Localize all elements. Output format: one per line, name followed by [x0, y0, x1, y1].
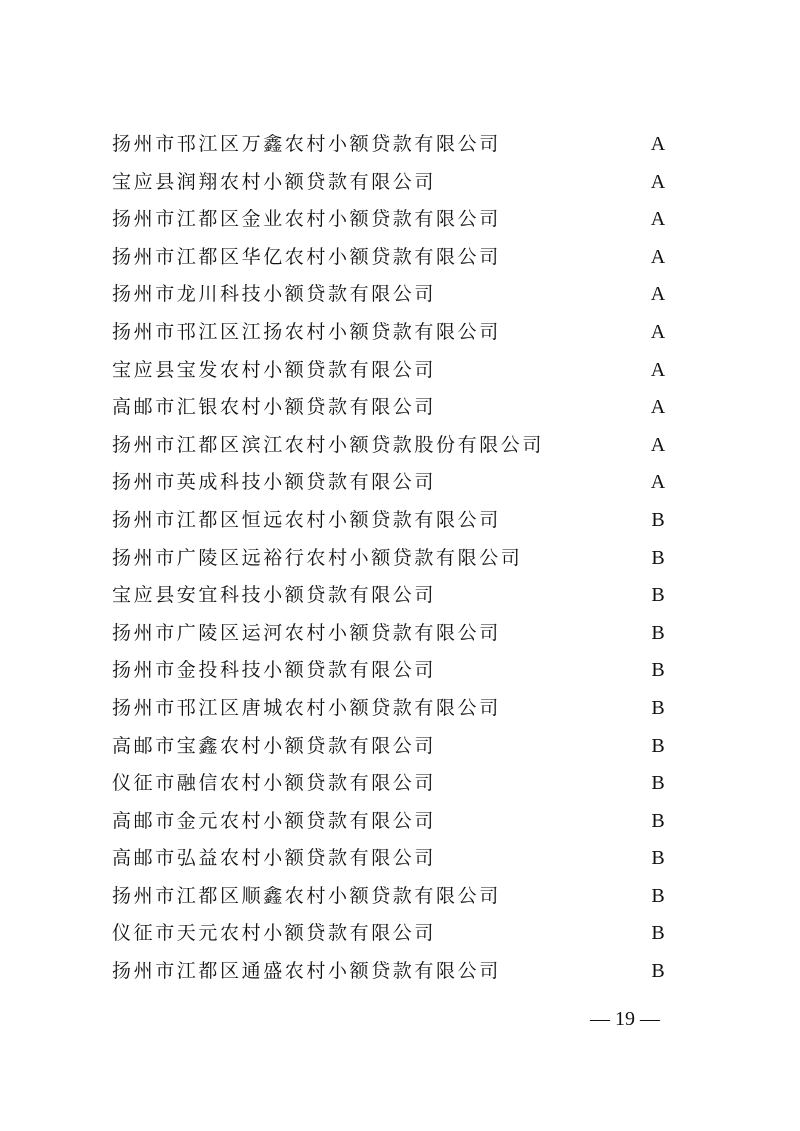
- rating-grade: A: [650, 245, 666, 268]
- list-item: [112, 728, 672, 766]
- company-name: 扬州市江都区金业农村小额贷款有限公司: [112, 208, 501, 231]
- rating-grade: B: [651, 621, 665, 644]
- list-item: [112, 577, 672, 615]
- list-item: [112, 915, 672, 953]
- rating-grade: B: [651, 734, 665, 757]
- list-item: [112, 540, 672, 578]
- rating-grade: B: [651, 922, 665, 945]
- company-name: 仪征市天元农村小额贷款有限公司: [112, 922, 437, 945]
- list-item: [112, 276, 672, 314]
- company-name: 扬州市英成科技小额贷款有限公司: [112, 471, 437, 494]
- list-item: [112, 126, 672, 164]
- rating-grade: A: [650, 433, 666, 456]
- company-name: 扬州市江都区滨江农村小额贷款股份有限公司: [112, 433, 545, 456]
- list-item: [112, 464, 672, 502]
- company-name: 扬州市江都区华亿农村小额贷款有限公司: [112, 245, 501, 268]
- company-name: 扬州市邗江区唐城农村小额贷款有限公司: [112, 696, 501, 719]
- list-item: [112, 615, 672, 653]
- rating-grade: B: [651, 960, 665, 983]
- company-rating-list: [112, 126, 672, 991]
- company-name: 扬州市江都区恒远农村小额贷款有限公司: [112, 508, 501, 531]
- company-name: 仪征市融信农村小额贷款有限公司: [112, 772, 437, 795]
- rating-grade: A: [650, 208, 666, 231]
- rating-grade: A: [650, 358, 666, 381]
- company-name: 扬州市广陵区远裕行农村小额贷款有限公司: [112, 546, 523, 569]
- company-name: 高邮市宝鑫农村小额贷款有限公司: [112, 734, 437, 757]
- rating-grade: B: [651, 809, 665, 832]
- company-name: 扬州市邗江区江扬农村小额贷款有限公司: [112, 320, 501, 343]
- rating-grade: B: [651, 772, 665, 795]
- company-name: 扬州市邗江区万鑫农村小额贷款有限公司: [112, 133, 501, 155]
- list-item: [112, 314, 672, 352]
- list-item: [112, 953, 672, 991]
- list-item: [112, 765, 672, 803]
- list-item: [112, 389, 672, 427]
- company-name: 宝应县安宜科技小额贷款有限公司: [112, 584, 437, 607]
- company-name: 高邮市金元农村小额贷款有限公司: [112, 809, 437, 832]
- list-item: [112, 803, 672, 841]
- list-item: [112, 652, 672, 690]
- rating-grade: A: [650, 396, 666, 419]
- list-item: [112, 840, 672, 878]
- list-item: [112, 690, 672, 728]
- list-item: [112, 352, 672, 390]
- company-name: 宝应县润翔农村小额贷款有限公司: [112, 170, 437, 193]
- list-item: [112, 164, 672, 202]
- company-name: 扬州市龙川科技小额贷款有限公司: [112, 283, 437, 306]
- company-name: 扬州市广陵区运河农村小额贷款有限公司: [112, 621, 501, 644]
- list-item: [112, 878, 672, 916]
- company-name: 高邮市弘益农村小额贷款有限公司: [112, 847, 437, 870]
- rating-grade: B: [651, 546, 665, 569]
- rating-grade: A: [650, 170, 666, 193]
- rating-grade: B: [651, 884, 665, 907]
- rating-grade: B: [651, 847, 665, 870]
- rating-grade: B: [651, 508, 665, 531]
- company-name: 宝应县宝发农村小额贷款有限公司: [112, 358, 437, 381]
- rating-grade: A: [650, 471, 666, 494]
- page-number: — 19 —: [590, 1008, 660, 1030]
- company-name: 扬州市江都区通盛农村小额贷款有限公司: [112, 960, 501, 983]
- company-name: 高邮市汇银农村小额贷款有限公司: [112, 396, 437, 419]
- rating-grade: A: [650, 283, 666, 306]
- rating-grade: B: [651, 696, 665, 719]
- rating-grade: B: [651, 584, 665, 607]
- list-item: [112, 427, 672, 465]
- company-name: 扬州市金投科技小额贷款有限公司: [112, 659, 437, 682]
- rating-grade: A: [650, 133, 666, 155]
- list-item: [112, 201, 672, 239]
- rating-grade: A: [650, 320, 666, 343]
- list-item: [112, 502, 672, 540]
- list-item: [112, 239, 672, 277]
- rating-grade: B: [651, 659, 665, 682]
- company-name: 扬州市江都区顺鑫农村小额贷款有限公司: [112, 884, 501, 907]
